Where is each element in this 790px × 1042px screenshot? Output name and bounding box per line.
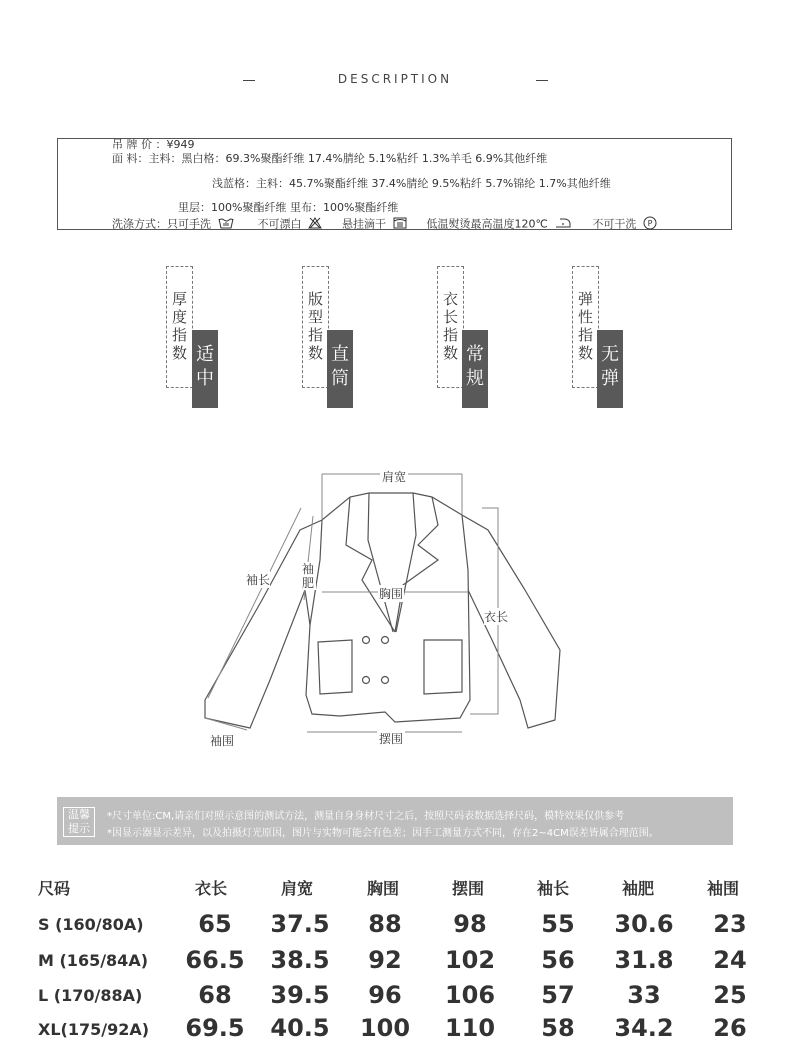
svg-text:P: P [647,219,653,228]
table-cell: 55 [541,910,575,938]
table-cell: 106 [444,981,496,1009]
table-cell: 33 [627,981,661,1009]
table-row-size: XL(175/92A) [38,1020,150,1039]
fabric-blue: 浅蓝格：主料：45.7%聚酯纤维 37.4%腈纶 9.5%粘纤 5.7%锦纶 1.7%其他纤维 [212,177,611,190]
table-cell: 69.5 [185,1014,245,1042]
table-cell: 102 [444,946,496,974]
tips-line-2: *因显示器显示差异，以及拍摄灯光原因，图片与实物可能会有色差；因手工测量方式不同，存在2~4CM误差皆属合理范围。 [107,828,659,839]
tips-bar [57,797,733,845]
table-cell: 40.5 [270,1014,330,1042]
table-header-cuff: 袖围 [707,879,740,898]
table-cell: 39.5 [270,981,330,1009]
table-cell: 38.5 [270,946,330,974]
care-no-bleach-label: 不可漂白 [257,217,302,231]
table-cell: 98 [453,910,487,938]
tips-line-1: *尺寸单位:CM,请亲们对照示意图的测试方法，测量自身身材尺寸之后，按照尺码表数据选择尺码，模特效果仅供参考 [107,811,625,822]
header-dash-right [536,80,548,81]
fabric-lining: 里层：100%聚酯纤维 里布：100%聚酯纤维 [178,201,399,214]
table-cell: 92 [368,946,402,974]
care-hang-dry-label: 悬挂滴干 [342,217,386,231]
table-cell: 24 [713,946,747,974]
index-label: 版型指数 [307,290,323,362]
index-label: 弹性指数 [577,290,593,362]
dry-clean-p-icon [643,216,657,233]
care-instructions [112,216,660,233]
table-header-sleeve-width: 袖肥 [622,879,655,898]
table-header-hem: 摆围 [452,879,485,898]
table-row-size: L (170/88A) [38,986,143,1005]
tips-badge [63,807,95,837]
table-header-size: 尺码 [38,879,71,898]
care-iron-label: 低温熨烫最高温度120℃ [426,217,548,231]
label-shoulder: 肩宽 [382,470,407,484]
table-header-sleeve-length: 袖长 [537,879,570,898]
label-sleeve-length: 袖长 [246,573,271,587]
hang-dry-icon [393,217,407,232]
index-value: 常规 [462,330,488,408]
table-header-length: 衣长 [195,879,228,898]
table-cell: 57 [541,981,575,1009]
label-hem: 摆围 [379,732,404,746]
table-cell: 25 [713,981,747,1009]
table-cell: 31.8 [614,946,674,974]
no-bleach-icon [308,217,322,232]
table-cell: 26 [713,1014,747,1042]
table-cell: 68 [198,981,232,1009]
tips-badge-line1: 温馨 [68,808,90,821]
index-value: 无弹 [597,330,623,408]
tag-price: 吊 牌 价 ：¥949 [112,138,195,151]
label-length: 衣长 [484,610,509,624]
table-cell: 56 [541,946,575,974]
label-cuff: 袖围 [210,734,235,748]
fabric-main: 面 料：主料：黑白格：69.3%聚酯纤维 17.4%腈纶 5.1%粘纤 1.3%羊毛 6.9%其他纤维 [112,152,548,165]
index-label: 厚度指数 [171,290,187,362]
care-hand-wash-label: 洗涤方式：只可手洗 [112,217,211,231]
table-cell: 66.5 [185,946,245,974]
table-cell: 37.5 [270,910,330,938]
index-label: 衣长指数 [442,290,458,362]
iron-icon [554,217,572,232]
table-cell: 30.6 [614,910,674,938]
page-title: DESCRIPTION [337,72,453,86]
care-no-dry-clean-label: 不可干洗 [592,217,637,231]
table-row-size: S (160/80A) [38,915,144,934]
index-value: 直筒 [327,330,353,408]
table-row-size: M (165/84A) [38,951,149,970]
table-cell: 100 [359,1014,411,1042]
table-cell: 88 [368,910,402,938]
label-sleeve-width: 袖肥 [302,562,315,590]
label-chest: 胸围 [379,587,404,601]
tips-badge-line2: 提示 [68,822,90,835]
table-cell: 110 [444,1014,496,1042]
table-cell: 34.2 [614,1014,674,1042]
hand-wash-icon [218,217,234,232]
table-header-shoulder: 肩宽 [281,879,314,898]
table-cell: 96 [368,981,402,1009]
table-cell: 58 [541,1014,575,1042]
table-cell: 65 [198,910,232,938]
index-value: 适中 [192,330,218,408]
table-cell: 23 [713,910,747,938]
table-header-chest: 胸围 [367,879,400,898]
